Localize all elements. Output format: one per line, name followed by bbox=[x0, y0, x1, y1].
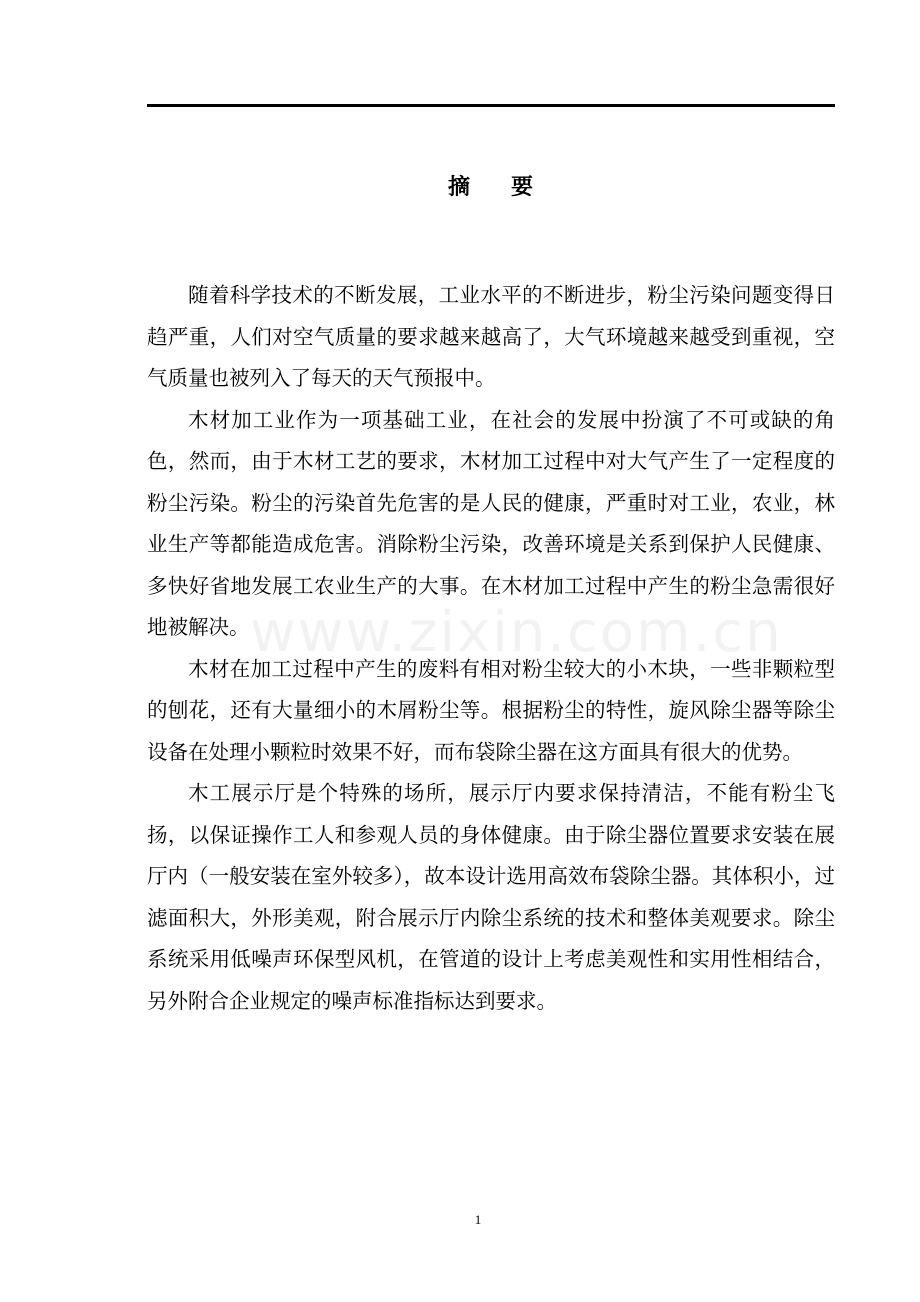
paragraph-1: 随着科学技术的不断发展，工业水平的不断进步，粉尘污染问题变得日趋严重，人们对空气质量的要求越来越高了，大气环境越来越受到重视，空气质量也被列入了每天的天气预报中。 bbox=[147, 283, 835, 390]
abstract-body bbox=[147, 275, 835, 1022]
paragraph-4: 木工展示厅是个特殊的场所，展示厅内要求保持清洁，不能有粉尘飞扬，以保证操作工人和参观人员的身体健康。由于除尘器位置要求安装在展厅内（一般安装在室外较多），故本设计选用高效布袋除尘器。其体积小，过滤面积大，外形美观，附合展示厅内除尘系统的技术和整体美观要求。除尘系统采用低噪声环保型风机，在管道的设计上考虑美观性和实用性相结合，另外附合企业规定的噪声标准指标达到要求。 bbox=[147, 781, 835, 1013]
page-number: 1 bbox=[474, 1212, 482, 1227]
header-rule bbox=[147, 104, 835, 107]
watermark: www.zixin.com.cn bbox=[250, 600, 783, 665]
paragraph-3: 木材在加工过程中产生的废料有相对粉尘较大的小木块，一些非颗粒型的刨花，还有大量细小的木屑粉尘等。根据粉尘的特性，旋风除尘器等除尘设备在处理小颗粒时效果不好，而布袋除尘器在这方面具有很大的优势。 bbox=[147, 656, 835, 764]
paragraph-2: 木材加工业作为一项基础工业，在社会的发展中扮演了不可或缺的角色，然而，由于木材工艺的要求，木材加工过程中对大气产生了一定程度的粉尘污染。粉尘的污染首先危害的是人民的健康，严重时对工业，农业，林业生产等都能造成危害。消除粉尘污染，改善环境是关系到保护人民健康、多快好省地发展工农业生产的大事。在木材加工过程中产生的粉尘急需很好地被解决。 bbox=[147, 407, 835, 639]
page-title bbox=[147, 170, 835, 206]
title-char-2: 要 bbox=[511, 175, 535, 200]
title-char-1: 摘 bbox=[447, 175, 471, 200]
